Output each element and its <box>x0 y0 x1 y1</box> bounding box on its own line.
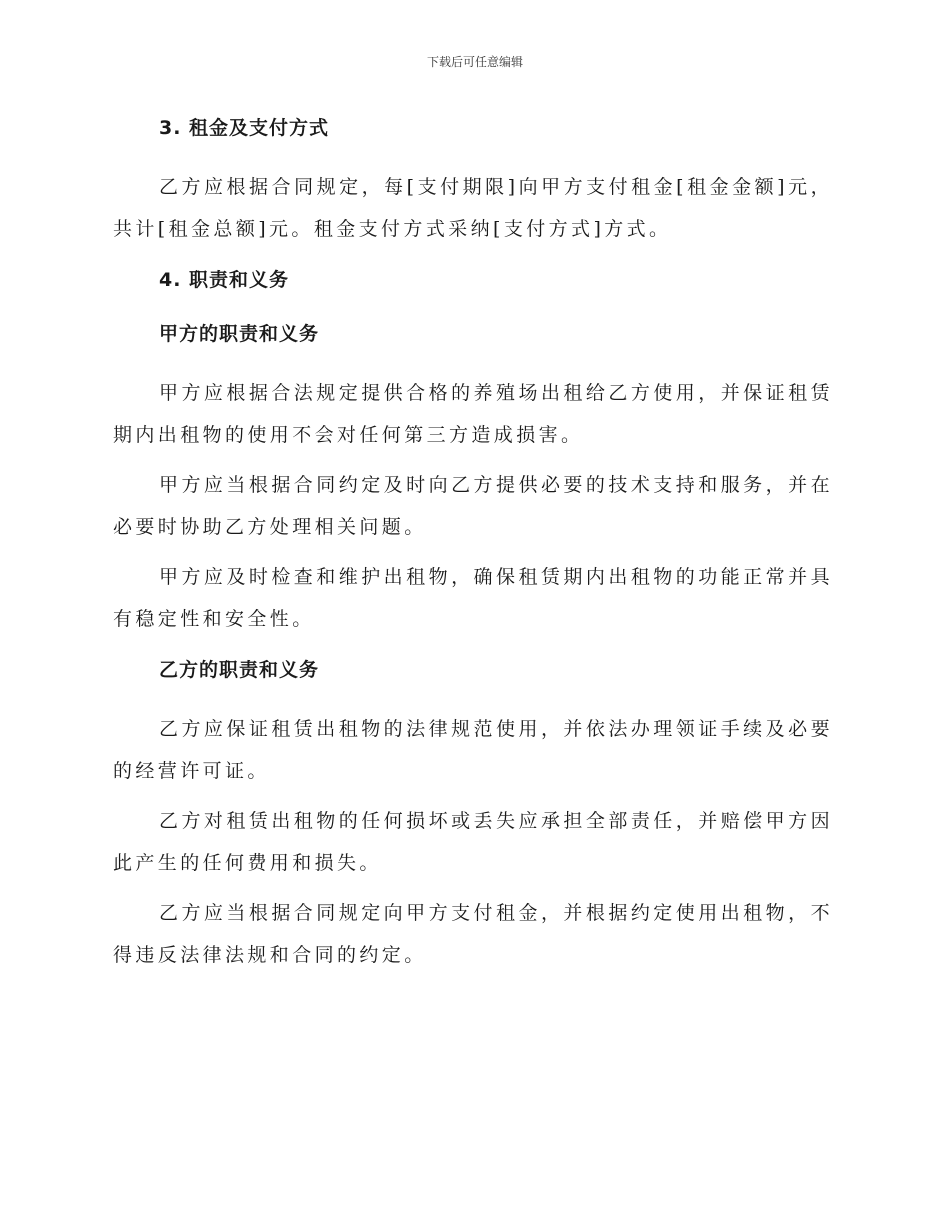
paragraph-party-a-3: 甲方应及时检查和维护出租物，确保租赁期内出租物的功能正常并具有稳定性和安全性。 <box>113 566 833 630</box>
paragraph-party-a-2: 甲方应当根据合同约定及时向乙方提供必要的技术支持和服务，并在必要时协助乙方处理相关问题。 <box>113 474 833 538</box>
document-body <box>113 112 833 984</box>
paragraph-party-a-1: 甲方应根据合法规定提供合格的养殖场出租给乙方使用，并保证租赁期内出租物的使用不会对任何第三方造成损害。 <box>113 382 833 446</box>
paragraph-party-b-2: 乙方对租赁出租物的任何损坏或丢失应承担全部责任，并赔偿甲方因此产生的任何费用和损失。 <box>113 810 833 874</box>
subheading-party-a-duties: 甲方的职责和义务 <box>159 323 320 345</box>
paragraph-party-b-1: 乙方应保证租赁出租物的法律规范使用，并依法办理领证手续及必要的经营许可证。 <box>113 718 833 782</box>
paragraph-rent-payment: 乙方应根据合同规定，每[支付期限]向甲方支付租金[租金金额]元，共计[租金总额]元。租金支付方式采纳[支付方式]方式。 <box>113 176 833 240</box>
page-header-note: 下载后可任意编辑 <box>426 55 523 69</box>
paragraph-party-b-3: 乙方应当根据合同规定向甲方支付租金，并根据约定使用出租物，不得违反法律法规和合同的约定。 <box>113 902 833 966</box>
subheading-party-b-duties: 乙方的职责和义务 <box>159 659 320 681</box>
section-heading-rent: 3. 租金及支付方式 <box>159 117 330 139</box>
section-heading-duties: 4. 职责和义务 <box>159 269 290 291</box>
